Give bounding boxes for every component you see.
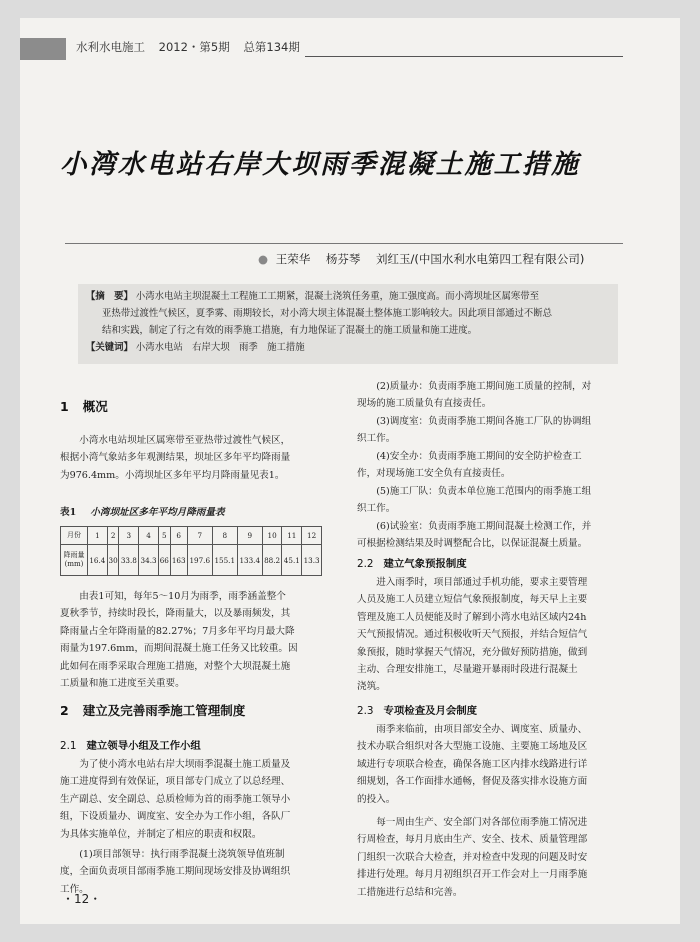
table-header-cell: 降雨量(mm) (61, 545, 88, 576)
keywords-line (86, 339, 616, 356)
text-line: 为976.4mm。小湾坝址区多年平均月降雨量见表1。 (60, 469, 285, 481)
section-2-heading (60, 702, 245, 719)
text-line: 排进行处理。每月月初组织召开工作会对上一月雨季施 (357, 869, 588, 881)
journal-page (20, 18, 680, 924)
bullet-icon: ● (258, 252, 269, 266)
text-line: 门组织一次联合大检查，并对检查中发现的问题及时安 (357, 851, 588, 863)
section-2-3-paragraph-1 (357, 721, 627, 808)
header-gray-block (20, 38, 66, 60)
table-cell: 4 (139, 527, 159, 545)
table-cell: 12 (302, 527, 322, 545)
text-line: 人员及施工人员建立短信气象预报制度，每天早上主要 (357, 594, 588, 606)
table-cell: 5 (158, 527, 170, 545)
section-2-3-heading (357, 703, 477, 720)
section-2-1-number: 2.1 (60, 740, 77, 752)
table-title: 小湾坝址区多年平均月降雨量表 (90, 507, 225, 518)
section-2-1-paragraph-1 (60, 756, 322, 843)
text-line: 每一周由生产、安全部门对各部位雨季施工情况进 (376, 817, 588, 828)
table-row-months (61, 527, 322, 545)
abstract-label: 【摘 要】 (86, 291, 133, 302)
table-cell: 45.1 (282, 545, 302, 576)
table-number: 表1 (60, 507, 77, 518)
text-line: 工质量和施工进度至关重要。 (60, 678, 185, 690)
text-line: 作，对现场施工安全负有直接责任。 (357, 468, 511, 480)
author-3: 刘红玉 (376, 252, 411, 266)
text-line: 技术办联合组织对各大型施工设施、主要施工场地及区 (357, 741, 588, 753)
text-line: 域进行专项联合检查，确保各施工区内排水线路进行详 (357, 758, 588, 770)
table-cell: 6 (170, 527, 187, 545)
section-2-3-number: 2.3 (357, 705, 374, 717)
table-cell: 3 (119, 527, 139, 545)
text-line: 组，下设质量办、调度室、安全办为工作小组，各队厂 (60, 811, 291, 823)
abstract-line-2: 亚热带过渡性气候区，夏季雾、雨期较长，对小湾大坝主体混凝土整体施工影响较大。因此项目部通过不断总 (102, 308, 553, 319)
section-1-paragraph-2 (60, 588, 322, 692)
table-cell: 8 (212, 527, 237, 545)
text-line: (6)试验室：负责雨季施工期间混凝土检测工作，并 (376, 521, 592, 532)
text-line: 主动、合理安排施工，尽量避开暴雨时段进行混凝土 (357, 664, 578, 676)
table-header-cell: 月份 (61, 527, 88, 545)
section-1-paragraph-1 (60, 432, 322, 484)
text-line: (2)质量办：负责雨季施工期间施工质量的控制，对 (376, 381, 592, 392)
text-line: 小湾水电站坝址区属寒带至亚热带过渡性气候区， (79, 435, 291, 446)
title-rule (65, 243, 623, 244)
author-2: 杨芬琴 (325, 252, 361, 266)
right-paragraph-3 (357, 448, 627, 483)
section-2-2-paragraph (357, 574, 627, 696)
right-paragraph-4 (357, 483, 627, 518)
table-caption (60, 504, 322, 521)
table-cell: 34.3 (139, 545, 159, 576)
table-cell: 9 (237, 527, 262, 545)
section-1-number: 1 (60, 399, 69, 414)
rainfall-table (60, 526, 322, 576)
table-cell: 16.4 (88, 545, 108, 576)
table-cell: 133.4 (237, 545, 262, 576)
table-cell: 1 (88, 527, 108, 545)
issue-number: 2012・第5期 (158, 40, 230, 54)
abstract-line-3: 结和实践，制定了行之有效的雨季施工措施，有力地保证了混凝土的施工质量和施工进度。 (102, 325, 478, 336)
section-1-title: 概况 (82, 399, 108, 414)
keywords-label: 【关键词】 (86, 342, 133, 353)
section-2-1-heading (60, 738, 201, 755)
text-line: 生产副总、安全副总、总质检师为首的雨季施工领导小 (60, 793, 291, 805)
text-line: (5)施工厂队：负责本单位施工范围内的雨季施工组 (376, 486, 592, 497)
section-2-2-title: 建立气象预报制度 (383, 558, 467, 570)
text-line: 的投入。 (357, 793, 396, 805)
table-cell: 155.1 (212, 545, 237, 576)
section-2-3-paragraph-2 (357, 814, 627, 901)
section-2-number: 2 (60, 703, 69, 718)
journal-name: 水利水电施工 (76, 40, 145, 54)
right-paragraph-2 (357, 413, 627, 448)
article-title: 小湾水电站右岸大坝雨季混凝土施工措施 (60, 149, 581, 180)
section-2-1-title: 建立领导小组及工作小组 (86, 740, 201, 752)
section-2-3-title: 专项检查及月会制度 (383, 705, 478, 717)
running-header (76, 39, 310, 55)
text-line: 细规划，各工作面排水通畅，督促及落实排水设施方面 (357, 776, 588, 788)
text-line: 进入雨季时，项目部通过手机功能，要求主要管理 (376, 577, 588, 588)
table-cell: 33.8 (119, 545, 139, 576)
header-rule (305, 56, 623, 57)
text-line: 可根据检测结果及时调整配合比，以保证混凝土质量。 (357, 538, 588, 550)
table-cell: 10 (262, 527, 282, 545)
text-line: 此如何在雨季采取合理施工措施，对整个大坝混凝土施 (60, 660, 291, 672)
total-issue: 总第134期 (243, 40, 300, 54)
author-1: 王荣华 (275, 252, 311, 266)
text-line: 度，全面负责项目部雨季施工期间现场安排及协调组织 (60, 866, 291, 878)
text-line: 浇筑。 (357, 681, 386, 693)
right-paragraph-1 (357, 378, 627, 413)
right-paragraph-5 (357, 518, 627, 553)
text-line: 织工作。 (357, 503, 396, 515)
text-line: 雨季来临前，由项目部安全办、调度室、质量办、 (376, 724, 588, 735)
abstract-line-1 (86, 288, 616, 305)
table-cell: 88.2 (262, 545, 282, 576)
text-line: 施工进度得到有效保证，项目部专门成立了以总经理、 (60, 776, 291, 788)
text-line: 现场的施工质量负有直接责任。 (357, 398, 492, 410)
keywords: 小湾水电站 右岸大坝 雨季 施工措施 (135, 342, 305, 353)
table-row-values (61, 545, 322, 576)
author-line (258, 251, 584, 267)
table-cell: 7 (187, 527, 212, 545)
text-line: 织工作。 (357, 433, 396, 445)
text-line: (4)安全办：负责雨季施工期间的安全防护检查工 (376, 451, 582, 462)
text-line: 由表1可知，每年5～10月为雨季，雨季涵盖整个 (79, 591, 286, 602)
abstract-box (78, 284, 618, 364)
table-cell: 30 (107, 545, 119, 576)
text-line: (3)调度室：负责雨季施工期间各施工厂队的协调组 (376, 416, 592, 427)
text-line: 夏秋季节，持续时段长，降雨量大，以及暴雨频发，其 (60, 608, 291, 620)
text-line: 管理及施工人员便能及时了解到小湾水电站区域内24h (357, 611, 587, 623)
table-cell: 66 (158, 545, 170, 576)
table-cell: 13.3 (302, 545, 322, 576)
table-cell: 163 (170, 545, 187, 576)
abstract-text-1: 小湾水电站主坝混凝土工程施工工期紧，混凝土浇筑任务重，施工强度高。而小湾坝址区属寒带至 (135, 291, 540, 302)
section-2-2-number: 2.2 (357, 558, 374, 570)
text-line: 天气预报情况。通过积极收听天气预报，并结合短信气 (357, 629, 588, 641)
text-line: 工作。 (60, 883, 89, 895)
text-line: 象预报，随时掌握天气情况，充分做好预防措施，做到 (357, 646, 588, 658)
text-line: 行周检查，每月月底由生产、安全、技术、质量管理部 (357, 834, 588, 846)
table-cell: 2 (107, 527, 119, 545)
affiliation: /(中国水利水电第四工程有限公司) (410, 252, 585, 266)
section-2-2-heading (357, 556, 467, 573)
text-line: 工措施进行总结和完善。 (357, 886, 463, 898)
text-line: (1)项目部领导：执行雨季混凝土浇筑领导值班制 (79, 849, 285, 860)
text-line: 雨量为197.6mm，而期间混凝土施工任务又比较重。因 (60, 643, 298, 655)
section-1-heading (60, 398, 108, 415)
text-line: 为了使小湾水电站右岸大坝雨季混凝土施工质量及 (79, 759, 291, 770)
page-number: ・12・ (62, 892, 102, 906)
text-line: 为具体实施单位，并制定了相应的职责和权限。 (60, 828, 262, 840)
table-cell: 11 (282, 527, 302, 545)
text-line: 降雨量占全年降雨量的82.27%；7月多年平均月最大降 (60, 625, 295, 637)
text-line: 根据小湾气象站多年观测结果，坝址区多年平均降雨量 (60, 452, 291, 464)
table-cell: 197.6 (187, 545, 212, 576)
section-2-title: 建立及完善雨季施工管理制度 (82, 703, 246, 718)
